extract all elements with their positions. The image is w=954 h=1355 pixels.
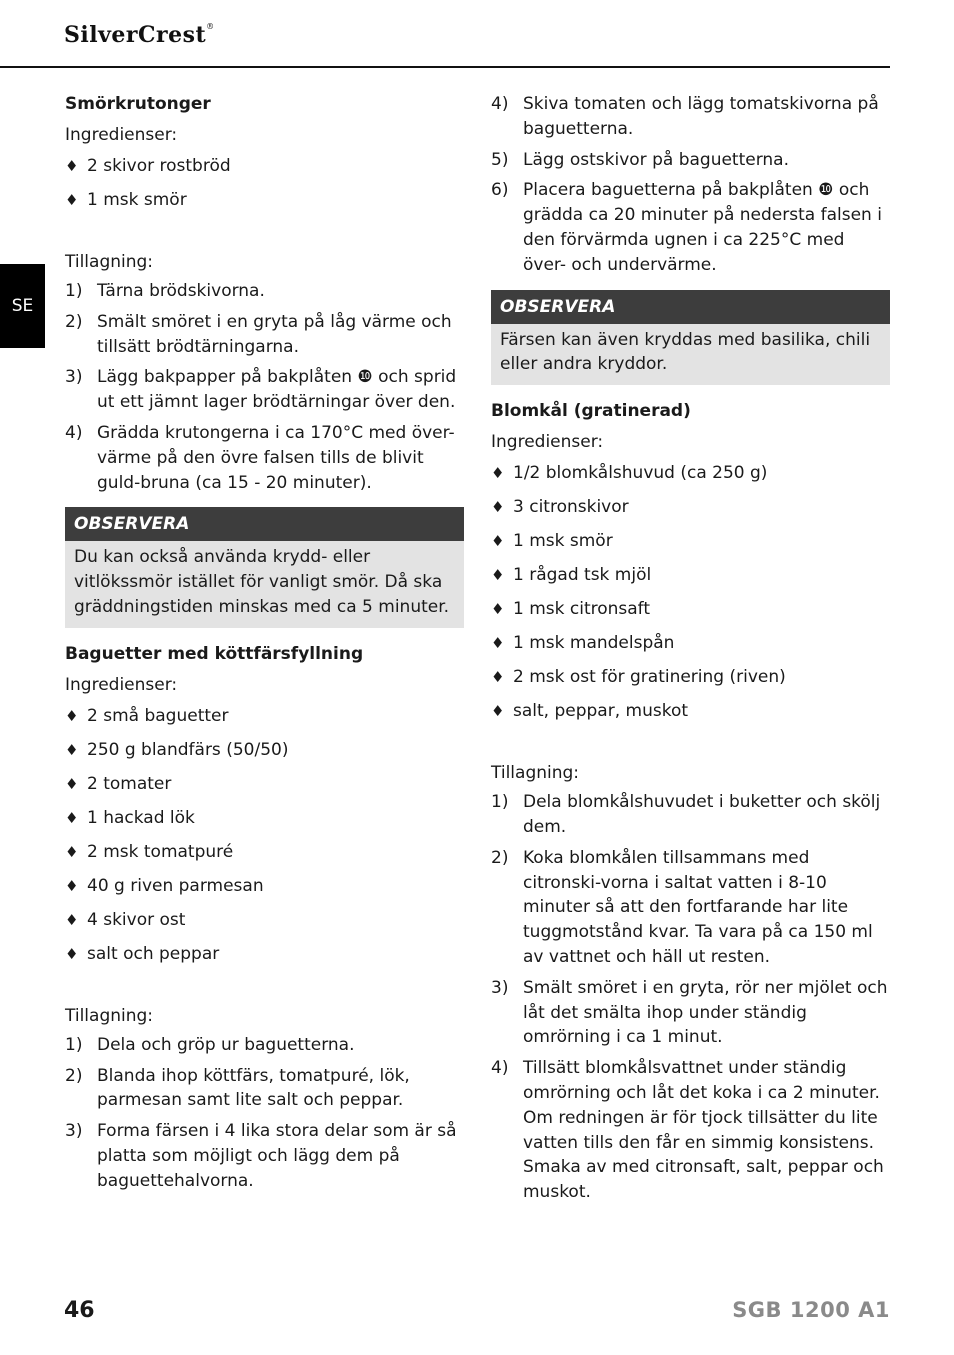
list-item: ♦ 2 små baguetter bbox=[65, 704, 464, 729]
diamond-bullet-icon: ♦ bbox=[65, 706, 79, 725]
list-item: 3) Smält smöret i en gryta, rör ner mjölet och låt det smälta ihop under ständig omrörning i ca 1 minut. bbox=[491, 977, 888, 1048]
diamond-bullet-icon: ♦ bbox=[491, 566, 505, 585]
diamond-bullet-icon: ♦ bbox=[65, 808, 79, 827]
list-item: ♦ 3 citronskivor bbox=[491, 495, 890, 520]
brand-crest: Crest bbox=[137, 22, 207, 48]
list-item: ♦ 2 msk tomatpuré bbox=[65, 840, 464, 865]
right-column bbox=[491, 92, 890, 1211]
prep-label: Tillagning: bbox=[65, 252, 154, 272]
list-item: ♦ 250 g blandfärs (50/50) bbox=[65, 738, 464, 763]
diamond-bullet-icon: ♦ bbox=[491, 532, 505, 551]
ingredient-list bbox=[65, 154, 464, 213]
brand-logo bbox=[64, 22, 215, 48]
recipe-title: Blomkål (gratinerad) bbox=[491, 401, 691, 422]
left-column bbox=[65, 92, 464, 1200]
recipe-title: Baguetter med köttfärsfyllning bbox=[65, 643, 364, 664]
diamond-bullet-icon: ♦ bbox=[491, 668, 505, 687]
ingredients-label: Ingredienser: bbox=[491, 432, 604, 453]
list-item: 2) Blanda ihop köttfärs, tomatpuré, lök, parmesan samt lite salt och peppar. bbox=[65, 1065, 410, 1111]
note-text: Färsen kan även kryddas med basilika, chili eller andra kryddor. bbox=[491, 324, 890, 386]
ingredient-list bbox=[491, 461, 890, 724]
list-item: 5) Lägg ostskivor på baguetterna. bbox=[491, 149, 789, 170]
list-item: ♦ 1 msk smör bbox=[491, 529, 890, 554]
diamond-bullet-icon: ♦ bbox=[65, 157, 79, 175]
prep-label: Tillagning: bbox=[491, 763, 580, 784]
list-item: 2) Koka blomkålen tillsammans med citronski-vorna i saltat vatten i 8-10 minuter så att den fortfarande har lite tuggmotstånd kvar. Ta vara på ca 150 ml av vattnet och häll ut resten. bbox=[491, 847, 873, 967]
ingredients-label: Ingredienser: bbox=[65, 674, 178, 695]
list-item: 4) Grädda krutongerna i ca 170°C med över-värme på den övre falsen tills de blivit guld-bruna (ca 15 - 20 minuter). bbox=[65, 422, 455, 493]
step-list bbox=[65, 1033, 464, 1194]
list-item: ♦ 1 msk mandelspån bbox=[491, 631, 890, 656]
list-item: ♦ 2 msk ost för gratinering (riven) bbox=[491, 665, 890, 690]
list-item: ♦ salt och peppar bbox=[65, 942, 464, 967]
diamond-bullet-icon: ♦ bbox=[491, 702, 505, 721]
diamond-bullet-icon: ♦ bbox=[65, 740, 79, 759]
diamond-bullet-icon: ♦ bbox=[65, 191, 79, 209]
ingredients-label: Ingredienser: bbox=[65, 125, 178, 145]
note-title: OBSERVERA bbox=[491, 290, 890, 324]
diamond-bullet-icon: ♦ bbox=[491, 634, 505, 653]
header-rule bbox=[0, 66, 890, 68]
list-item: 1) Tärna brödskivorna. bbox=[65, 281, 265, 301]
diamond-bullet-icon: ♦ bbox=[491, 464, 505, 483]
list-item: ♦ 40 g riven parmesan bbox=[65, 874, 464, 899]
list-item: ♦ 1 hackad lök bbox=[65, 806, 464, 831]
diamond-bullet-icon: ♦ bbox=[65, 944, 79, 963]
list-item: ♦ 1 msk smör bbox=[65, 188, 464, 213]
list-item: ♦ 2 skivor rostbröd bbox=[65, 154, 464, 179]
note-text: Du kan också använda krydd- eller vitlökssmör istället för vanligt smör. Då ska gräddningstiden minskas med ca 5 minuter. bbox=[65, 541, 464, 627]
diamond-bullet-icon: ♦ bbox=[65, 876, 79, 895]
list-item: 3) Lägg bakpapper på bakplåten ❿ och sprid ut ett jämnt lager brödtärningar över den. bbox=[65, 367, 457, 413]
prep-label: Tillagning: bbox=[65, 1005, 154, 1026]
list-item: ♦ 2 tomater bbox=[65, 772, 464, 797]
list-item: ♦ 4 skivor ost bbox=[65, 908, 464, 933]
step-list bbox=[65, 279, 464, 495]
list-item: 4) Skiva tomaten och lägg tomatskivorna på baguetterna. bbox=[491, 94, 879, 139]
page-number: 46 bbox=[64, 1298, 95, 1323]
diamond-bullet-icon: ♦ bbox=[491, 600, 505, 619]
recipe-title: Smörkrutonger bbox=[65, 94, 211, 114]
list-item: 2) Smält smöret i en gryta på låg värme och tillsätt brödtärningarna. bbox=[65, 311, 452, 357]
note-title: OBSERVERA bbox=[65, 507, 464, 541]
ingredient-list bbox=[65, 704, 464, 967]
diamond-bullet-icon: ♦ bbox=[65, 910, 79, 929]
language-tab: SE bbox=[0, 264, 45, 348]
note-box bbox=[491, 290, 890, 386]
list-item: 1) Dela och gröp ur baguetterna. bbox=[65, 1034, 355, 1055]
trademark: ® bbox=[206, 22, 215, 31]
note-box bbox=[65, 507, 464, 627]
list-item: ♦ 1/2 blomkålshuvud (ca 250 g) bbox=[491, 461, 890, 486]
model-number: SGB 1200 A1 bbox=[732, 1298, 890, 1322]
list-item: 3) Forma färsen i 4 lika stora delar som är så platta som möjligt och lägg dem på baguettehalvorna. bbox=[65, 1121, 457, 1191]
diamond-bullet-icon: ♦ bbox=[491, 498, 505, 517]
step-list bbox=[491, 790, 890, 1205]
list-item: 4) Tillsätt blomkålsvattnet under ständig omrörning och låt det koka i ca 2 minuter. Om redningen är för tjock tillsätter du lite vatten tills den får en simmig konsistens. Smaka av med citronsaft, salt, peppar och muskot. bbox=[491, 1058, 884, 1203]
list-item: ♦ salt, peppar, muskot bbox=[491, 699, 890, 724]
list-item: 1) Dela blomkålshuvudet i buketter och skölj dem. bbox=[491, 792, 881, 837]
diamond-bullet-icon: ♦ bbox=[65, 842, 79, 861]
brand-silver: Silver bbox=[64, 22, 138, 48]
list-item: ♦ 1 rågad tsk mjöl bbox=[491, 563, 890, 588]
diamond-bullet-icon: ♦ bbox=[65, 774, 79, 793]
list-item: ♦ 1 msk citronsaft bbox=[491, 597, 890, 622]
list-item: 6) Placera baguetterna på bakplåten ❿ och grädda ca 20 minuter på nedersta falsen i den förvärmda ugnen i ca 225°C med över- och undervärme. bbox=[491, 180, 882, 275]
step-list-continued bbox=[491, 92, 890, 278]
